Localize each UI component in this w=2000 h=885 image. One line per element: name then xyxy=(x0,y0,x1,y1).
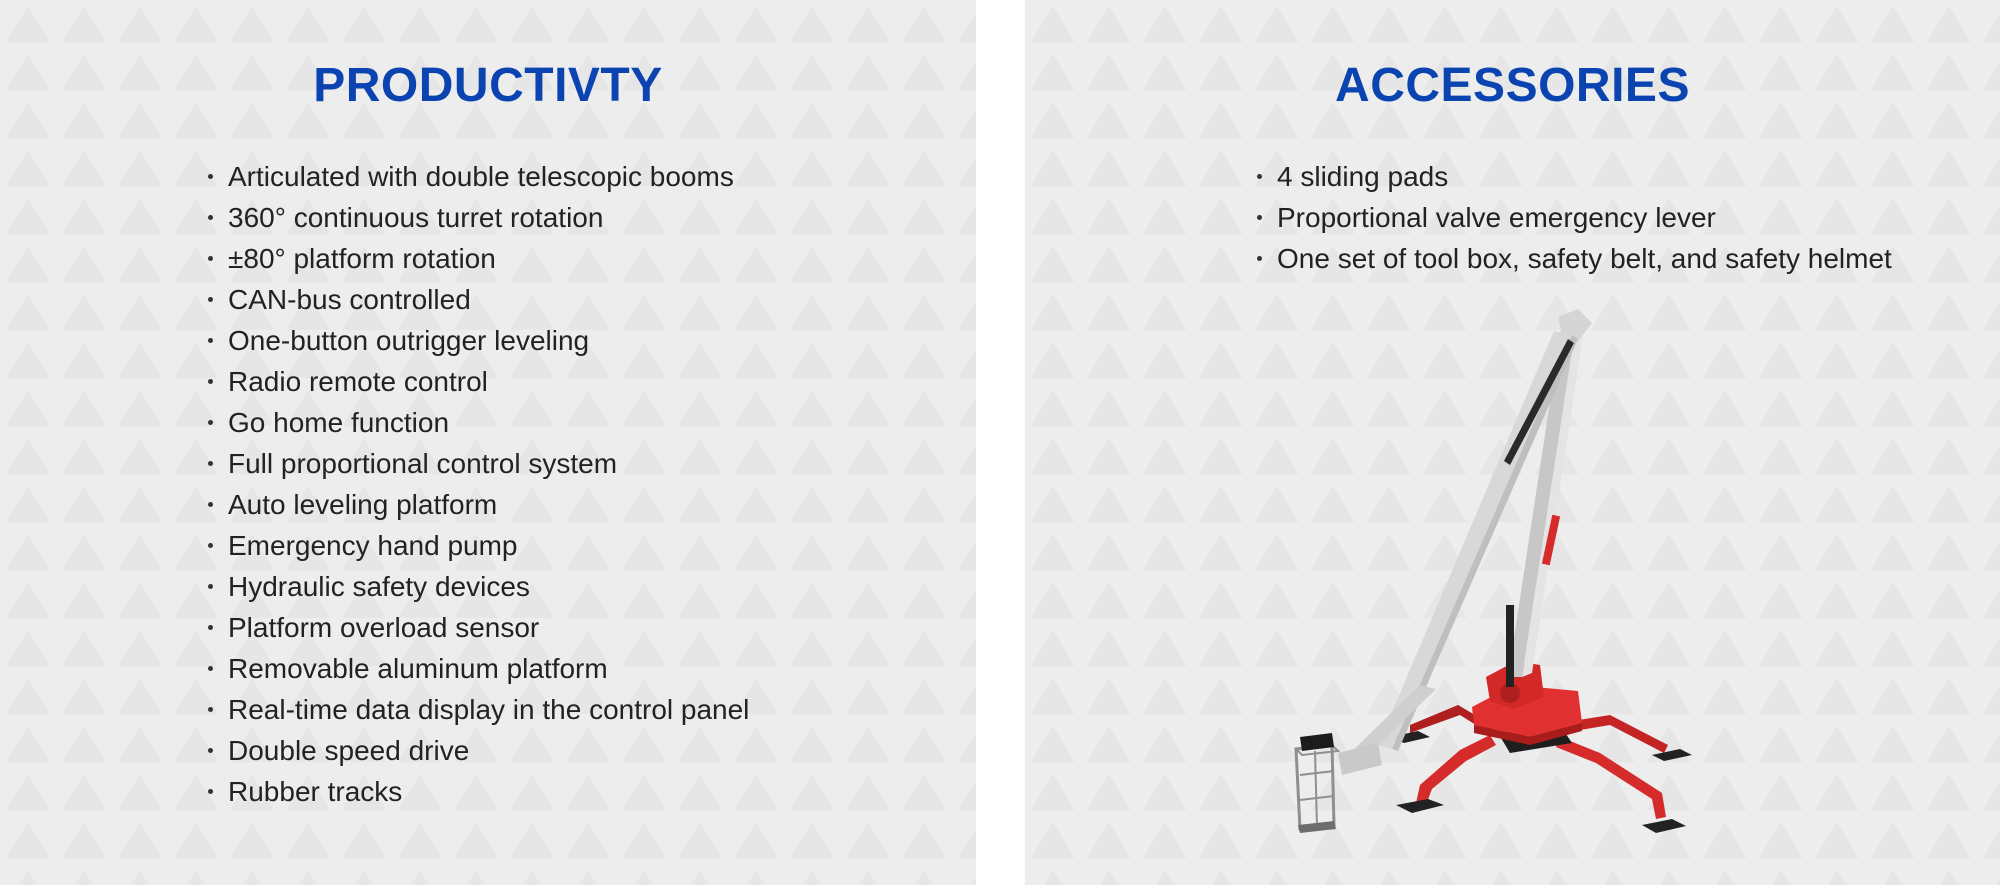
list-item-text: 4 sliding pads xyxy=(1277,161,1449,192)
list-item xyxy=(208,238,749,279)
list-item xyxy=(1257,197,1892,238)
list-item-text: Removable aluminum platform xyxy=(228,653,608,684)
accessories-panel xyxy=(1025,0,2000,885)
list-item-text: One-button outrigger leveling xyxy=(228,325,590,356)
list-item xyxy=(208,730,749,771)
bullet-icon xyxy=(208,666,213,671)
bullet-icon xyxy=(1257,174,1262,179)
list-item-text: Emergency hand pump xyxy=(228,530,518,561)
list-item xyxy=(208,156,749,197)
list-item xyxy=(208,771,749,812)
list-item-text: One set of tool box, safety belt, and safety helmet xyxy=(1277,243,1892,274)
bullet-icon xyxy=(208,625,213,630)
list-item xyxy=(1257,238,1892,279)
list-item-text: Hydraulic safety devices xyxy=(228,571,530,602)
bullet-icon xyxy=(208,461,213,466)
list-item xyxy=(208,484,749,525)
bullet-icon xyxy=(1257,215,1262,220)
list-item xyxy=(208,402,749,443)
bullet-icon xyxy=(208,256,213,261)
bullet-icon xyxy=(208,379,213,384)
list-item xyxy=(1257,156,1892,197)
spider-lift-image xyxy=(1260,305,1800,850)
bullet-icon xyxy=(208,543,213,548)
list-item-text: Proportional valve emergency lever xyxy=(1277,202,1716,233)
productivity-list xyxy=(208,156,749,812)
bullet-icon xyxy=(208,297,213,302)
list-item-text: CAN-bus controlled xyxy=(228,284,471,315)
list-item-text: Go home function xyxy=(228,407,450,438)
productivity-heading: PRODUCTIVTY xyxy=(313,59,663,112)
list-item-text: 360° continuous turret rotation xyxy=(228,202,604,233)
list-item-text: Auto leveling platform xyxy=(228,489,498,520)
list-item-text: Platform overload sensor xyxy=(228,612,540,643)
bullet-icon xyxy=(208,174,213,179)
bullet-icon xyxy=(208,215,213,220)
accessories-list xyxy=(1257,156,1892,279)
bullet-icon xyxy=(208,338,213,343)
bullet-icon xyxy=(208,789,213,794)
list-item-text: ±80° platform rotation xyxy=(228,243,496,274)
list-item-text: Real-time data display in the control panel xyxy=(228,694,750,725)
list-item xyxy=(208,607,749,648)
list-item-text: Rubber tracks xyxy=(228,776,403,807)
bullet-icon xyxy=(208,420,213,425)
accessories-heading: ACCESSORIES xyxy=(1335,59,1690,112)
list-item xyxy=(208,566,749,607)
list-item xyxy=(208,361,749,402)
list-item xyxy=(208,525,749,566)
bullet-icon xyxy=(1257,256,1262,261)
list-item xyxy=(208,320,749,361)
bullet-icon xyxy=(208,748,213,753)
list-item-text: Articulated with double telescopic booms xyxy=(228,161,734,192)
bullet-icon xyxy=(208,502,213,507)
list-item xyxy=(208,689,749,730)
list-item-text: Double speed drive xyxy=(228,735,470,766)
list-item-text: Full proportional control system xyxy=(228,448,618,479)
list-item xyxy=(208,648,749,689)
list-item xyxy=(208,443,749,484)
productivity-panel xyxy=(0,0,976,885)
bullet-icon xyxy=(208,584,213,589)
list-item-text: Radio remote control xyxy=(228,366,488,397)
bullet-icon xyxy=(208,707,213,712)
list-item xyxy=(208,197,749,238)
list-item xyxy=(208,279,749,320)
